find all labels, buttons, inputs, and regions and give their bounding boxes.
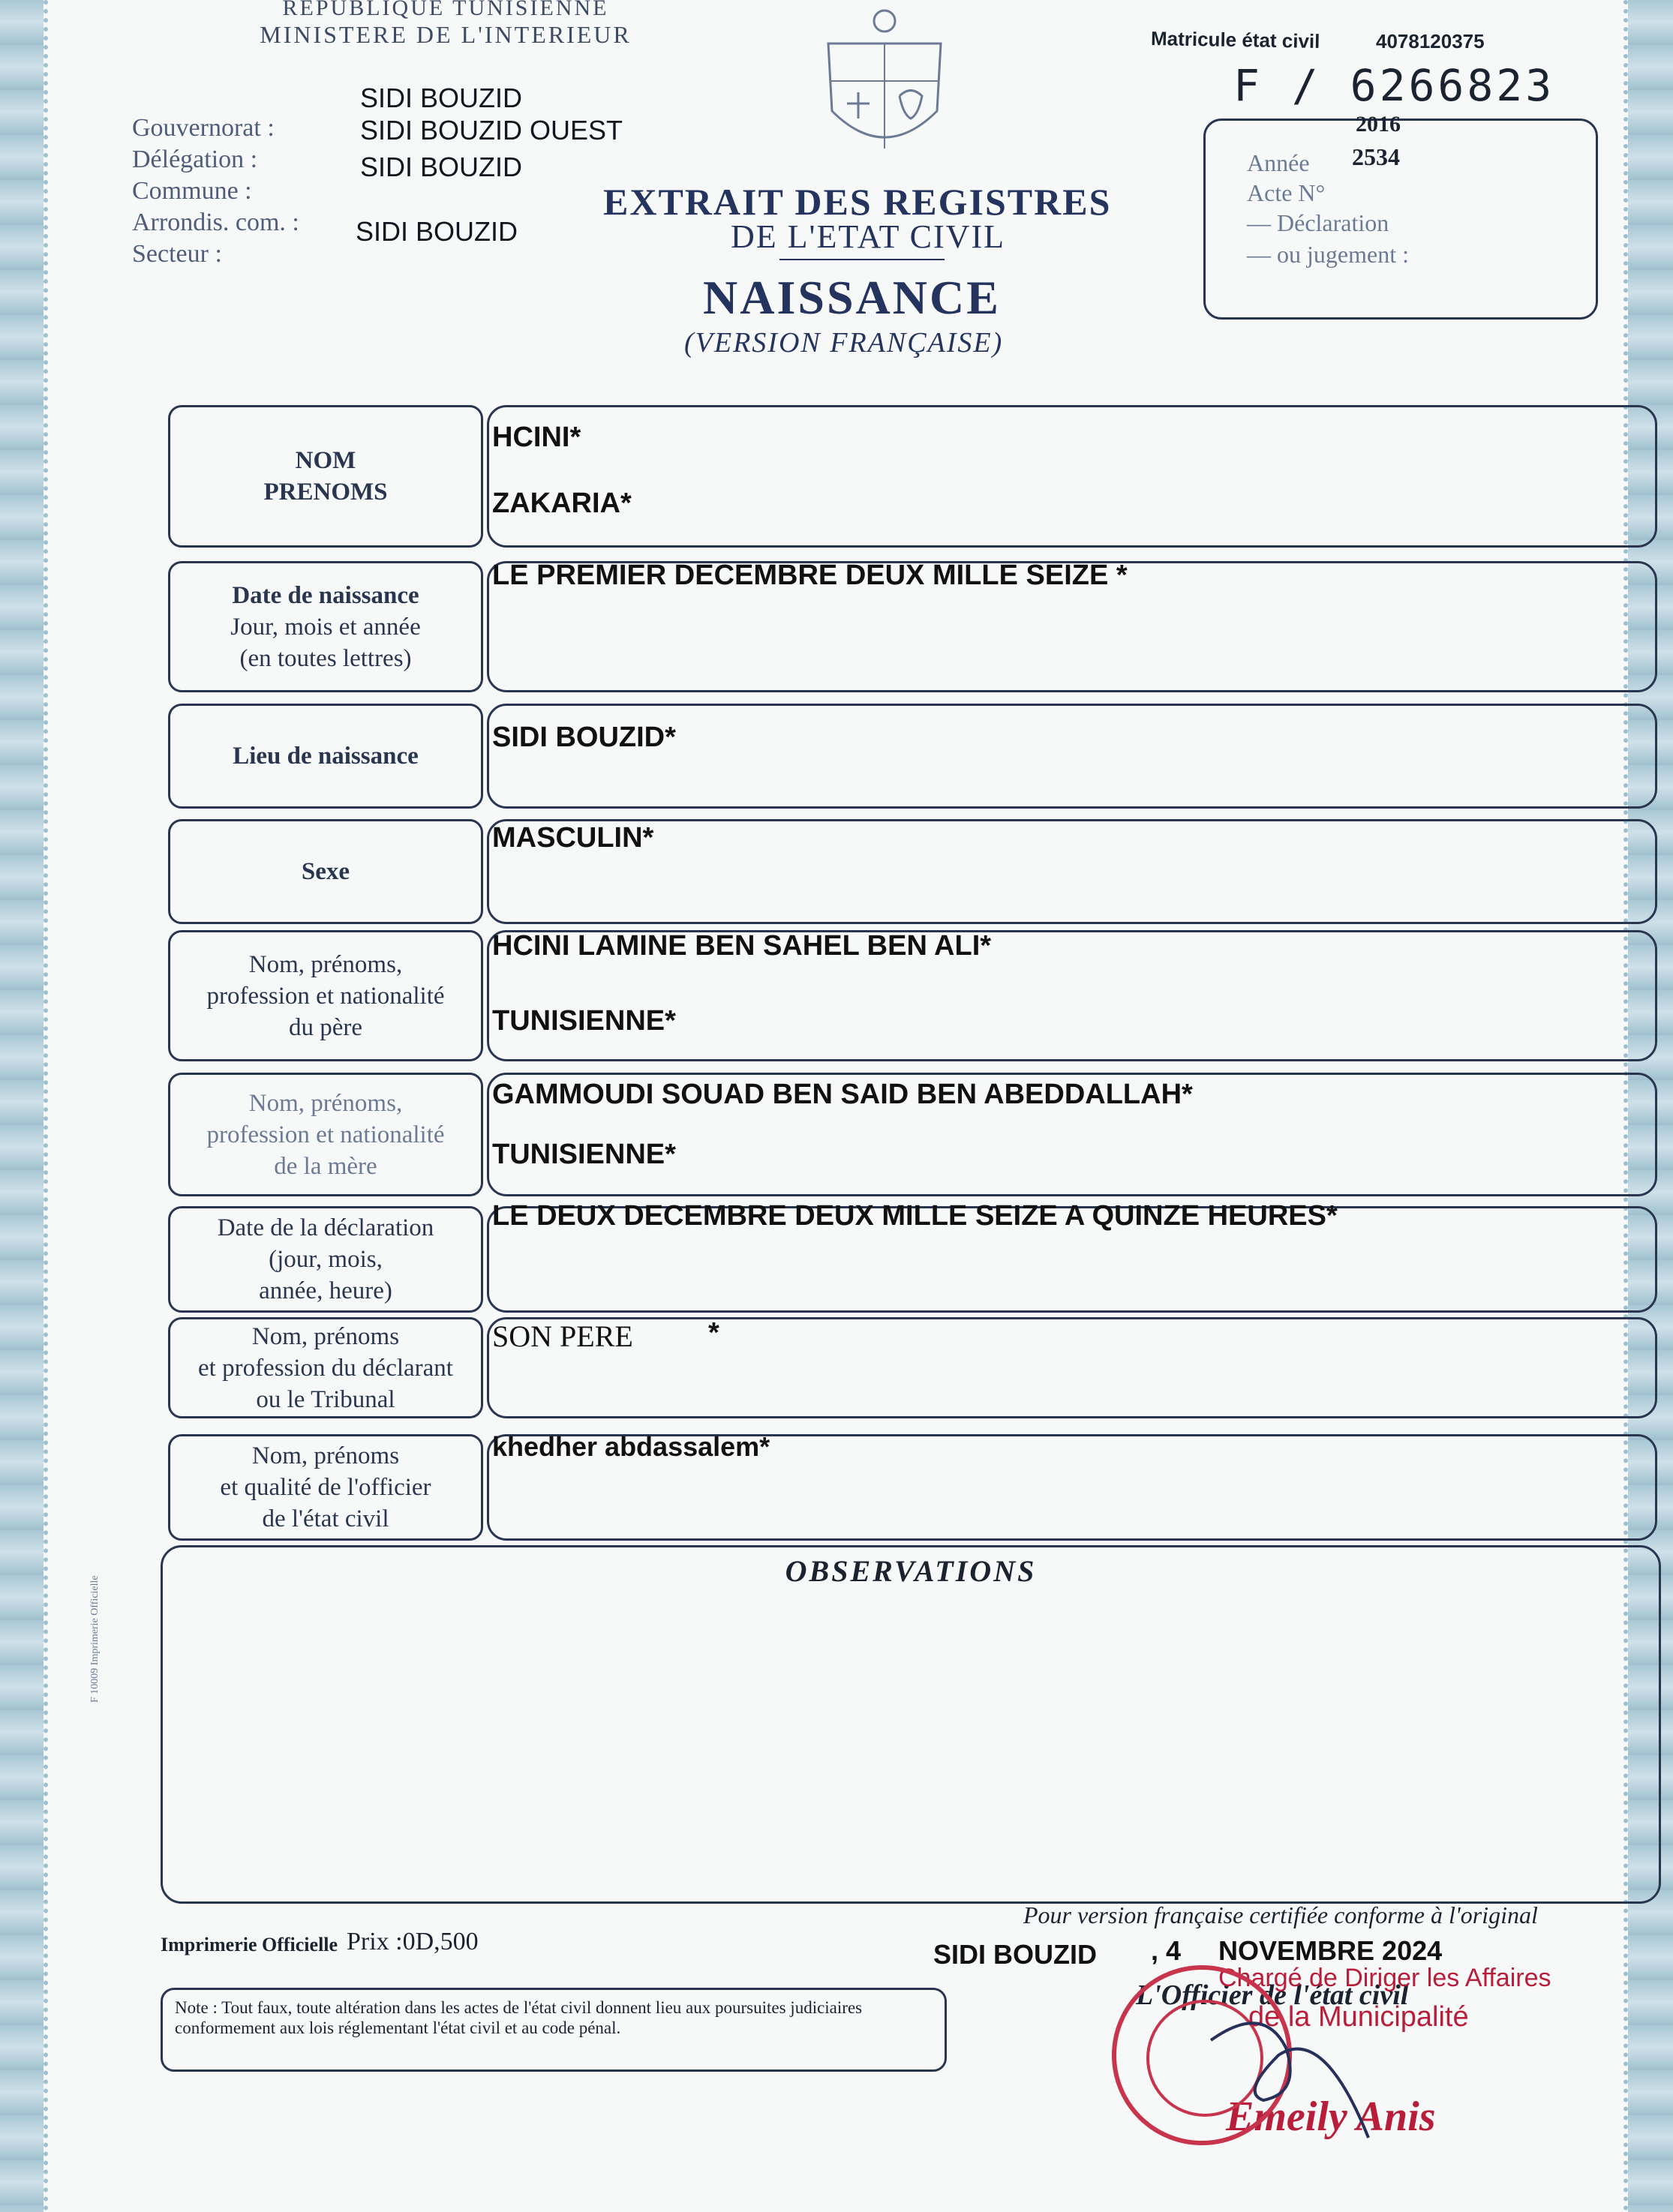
mere-name-value: GAMMOUDI SOUAD BEN SAID BEN ABEDDALLAH* (492, 1079, 1193, 1110)
nom-value: HCINI* (492, 422, 581, 453)
row-declarant (168, 1317, 1657, 1418)
charge-line-2: de la Municipalité (1248, 2001, 1469, 2033)
sexe-value: MASCULIN* (492, 822, 654, 854)
acte-label: Acte N° (1247, 179, 1326, 206)
commune-value: SIDI BOUZID (360, 152, 523, 182)
date-naissance-label-cell (168, 561, 483, 692)
sexe-value-cell (487, 819, 1657, 924)
acte-value: 2534 (1352, 143, 1400, 170)
acte-box (1203, 112, 1598, 320)
row-pere (168, 930, 1657, 1061)
document-page (44, 0, 1628, 2212)
mere-label: Nom, prénoms, (248, 1089, 403, 1117)
mere-nationality-value: TUNISIENNE* (492, 1139, 676, 1170)
observations-title: OBSERVATIONS (785, 1554, 1037, 1588)
gouvernorat-value: SIDI BOUZID (360, 83, 523, 113)
officier-label-cell (168, 1434, 483, 1541)
declaration-label-cell (168, 1206, 483, 1313)
signature-name: Emeily Anis (1226, 2093, 1436, 2140)
title-divider (779, 259, 945, 260)
certification-text: Pour version française certifiée conforme à l'original (1023, 1901, 1538, 1928)
row-nom-prenoms (168, 405, 1657, 548)
delegation-value: SIDI BOUZID OUEST (360, 115, 623, 146)
sexe-label: Sexe (301, 858, 350, 885)
place-text: SIDI BOUZID (933, 1939, 1098, 1970)
arrondissement-label: Arrondis. com. : (132, 209, 299, 236)
pere-label-2: profession et nationalité (206, 982, 445, 1010)
date-naissance-sublabel: Jour, mois et année (230, 613, 421, 641)
jugement-label: — ou jugement : (1247, 241, 1409, 268)
declarant-label-3: ou le Tribunal (256, 1385, 395, 1413)
declaration-date-value: LE DEUX DECEMBRE DEUX MILLE SEIZE A QUINZE HEURES* (492, 1200, 1338, 1232)
pere-name-value: HCINI LAMINE BEN SAHEL BEN ALI* (492, 930, 992, 962)
declarant-label-2: et profession du déclarant (198, 1354, 453, 1382)
commune-label: Commune : (132, 177, 252, 205)
document-subtitle: DE L'ETAT CIVIL (731, 218, 1005, 255)
ministry-header: MINISTERE DE L'INTERIEUR (260, 21, 632, 48)
legal-note-box (161, 1988, 947, 2072)
declaration-label: — Déclaration (1247, 209, 1389, 236)
lieu-value-cell (487, 704, 1657, 809)
handwritten-signature-icon (1196, 2010, 1391, 2149)
prenoms-label: PRENOMS (263, 479, 388, 506)
date-naissance-sublabel2: (en toutes lettres) (239, 644, 412, 672)
pere-label: Nom, prénoms, (248, 950, 403, 978)
officier-label-2: et qualité de l'officier (220, 1474, 431, 1501)
lieu-value: SIDI BOUZID* (492, 722, 676, 753)
charge-line-1: Chargé de Diriger les Affaires (1218, 1964, 1551, 1992)
row-sexe (168, 819, 1657, 924)
matricule-value: 4078120375 (1376, 30, 1485, 53)
prix-label: Prix :0D,500 (347, 1928, 479, 1955)
declaration-date-label-2: (jour, mois, (269, 1246, 383, 1273)
declarant-label-cell (168, 1317, 483, 1418)
row-date-declaration (168, 1200, 1657, 1313)
pere-nationality-value: TUNISIENNE* (492, 1005, 676, 1037)
delegation-label: Délégation : (132, 146, 258, 173)
annee-label: Année (1247, 149, 1310, 176)
nom-label-cell (168, 405, 483, 548)
lieu-label-cell (168, 704, 483, 809)
annee-value: 2016 (1356, 112, 1401, 137)
mere-label-cell (168, 1073, 483, 1196)
sexe-label-cell (168, 819, 483, 924)
secteur-label: Secteur : (132, 240, 222, 268)
date-text: , 4 NOVEMBRE 2024 (1151, 1935, 1443, 1966)
officier-title: L'Officier de l'état civil (1136, 1979, 1409, 2011)
pere-label-cell (168, 930, 483, 1061)
lieu-label: Lieu de naissance (233, 743, 419, 770)
arrondissement-value: SIDI BOUZID (356, 216, 518, 247)
declarant-value-cell (487, 1317, 1657, 1418)
nom-label: NOM (295, 447, 356, 474)
naissance-title: NAISSANCE (703, 271, 1001, 324)
officier-label: Nom, prénoms (251, 1442, 400, 1469)
row-mere (168, 1073, 1657, 1196)
mere-label-3: de la mère (274, 1152, 377, 1180)
pere-label-3: du père (288, 1013, 363, 1041)
margin-print-code: F 10009 Imprimerie Officielle (89, 1575, 101, 1703)
republic-header: REPUBLIQUE TUNISIENNE (282, 0, 609, 20)
row-lieu-naissance (168, 704, 1657, 809)
date-naissance-label: Date de naissance (232, 581, 419, 609)
legal-note-text: Note : Tout faux, toute altération dans les actes de l'état civil donnent lieu aux poursuites judiciaires conformement aux lois réglementant l'état civil et au code pénal. (175, 1998, 863, 2037)
observations-box (161, 1545, 1661, 1904)
officier-value: khedher abdassalem* (492, 1431, 770, 1462)
row-officier (168, 1431, 1657, 1541)
declarant-star: * (708, 1317, 719, 1349)
matricule-label: Matricule état civil (1150, 27, 1320, 53)
imprimerie-label: Imprimerie Officielle (161, 1934, 338, 1955)
gouvernorat-label: Gouvernorat : (132, 114, 275, 142)
serial-number: F / 6266823 (1233, 60, 1555, 111)
mere-label-2: profession et nationalité (206, 1121, 445, 1148)
version-label: (VERSION FRANÇAISE) (684, 327, 1004, 359)
coat-of-arms-icon (813, 6, 956, 167)
officier-label-3: de l'état civil (262, 1505, 389, 1532)
prenoms-value: ZAKARIA* (492, 488, 632, 519)
declarant-label: Nom, prénoms (251, 1322, 400, 1350)
date-naissance-value: LE PREMIER DECEMBRE DEUX MILLE SEIZE * (492, 560, 1128, 591)
admin-labels (132, 113, 357, 270)
declaration-date-label-3: année, heure) (259, 1277, 392, 1304)
row-date-naissance (168, 561, 1657, 692)
declaration-date-label: Date de la déclaration (217, 1214, 434, 1241)
nom-value-cell (487, 405, 1657, 548)
document-title: EXTRAIT DES REGISTRES (603, 181, 1112, 223)
declarant-value: SON PERE (492, 1319, 633, 1353)
